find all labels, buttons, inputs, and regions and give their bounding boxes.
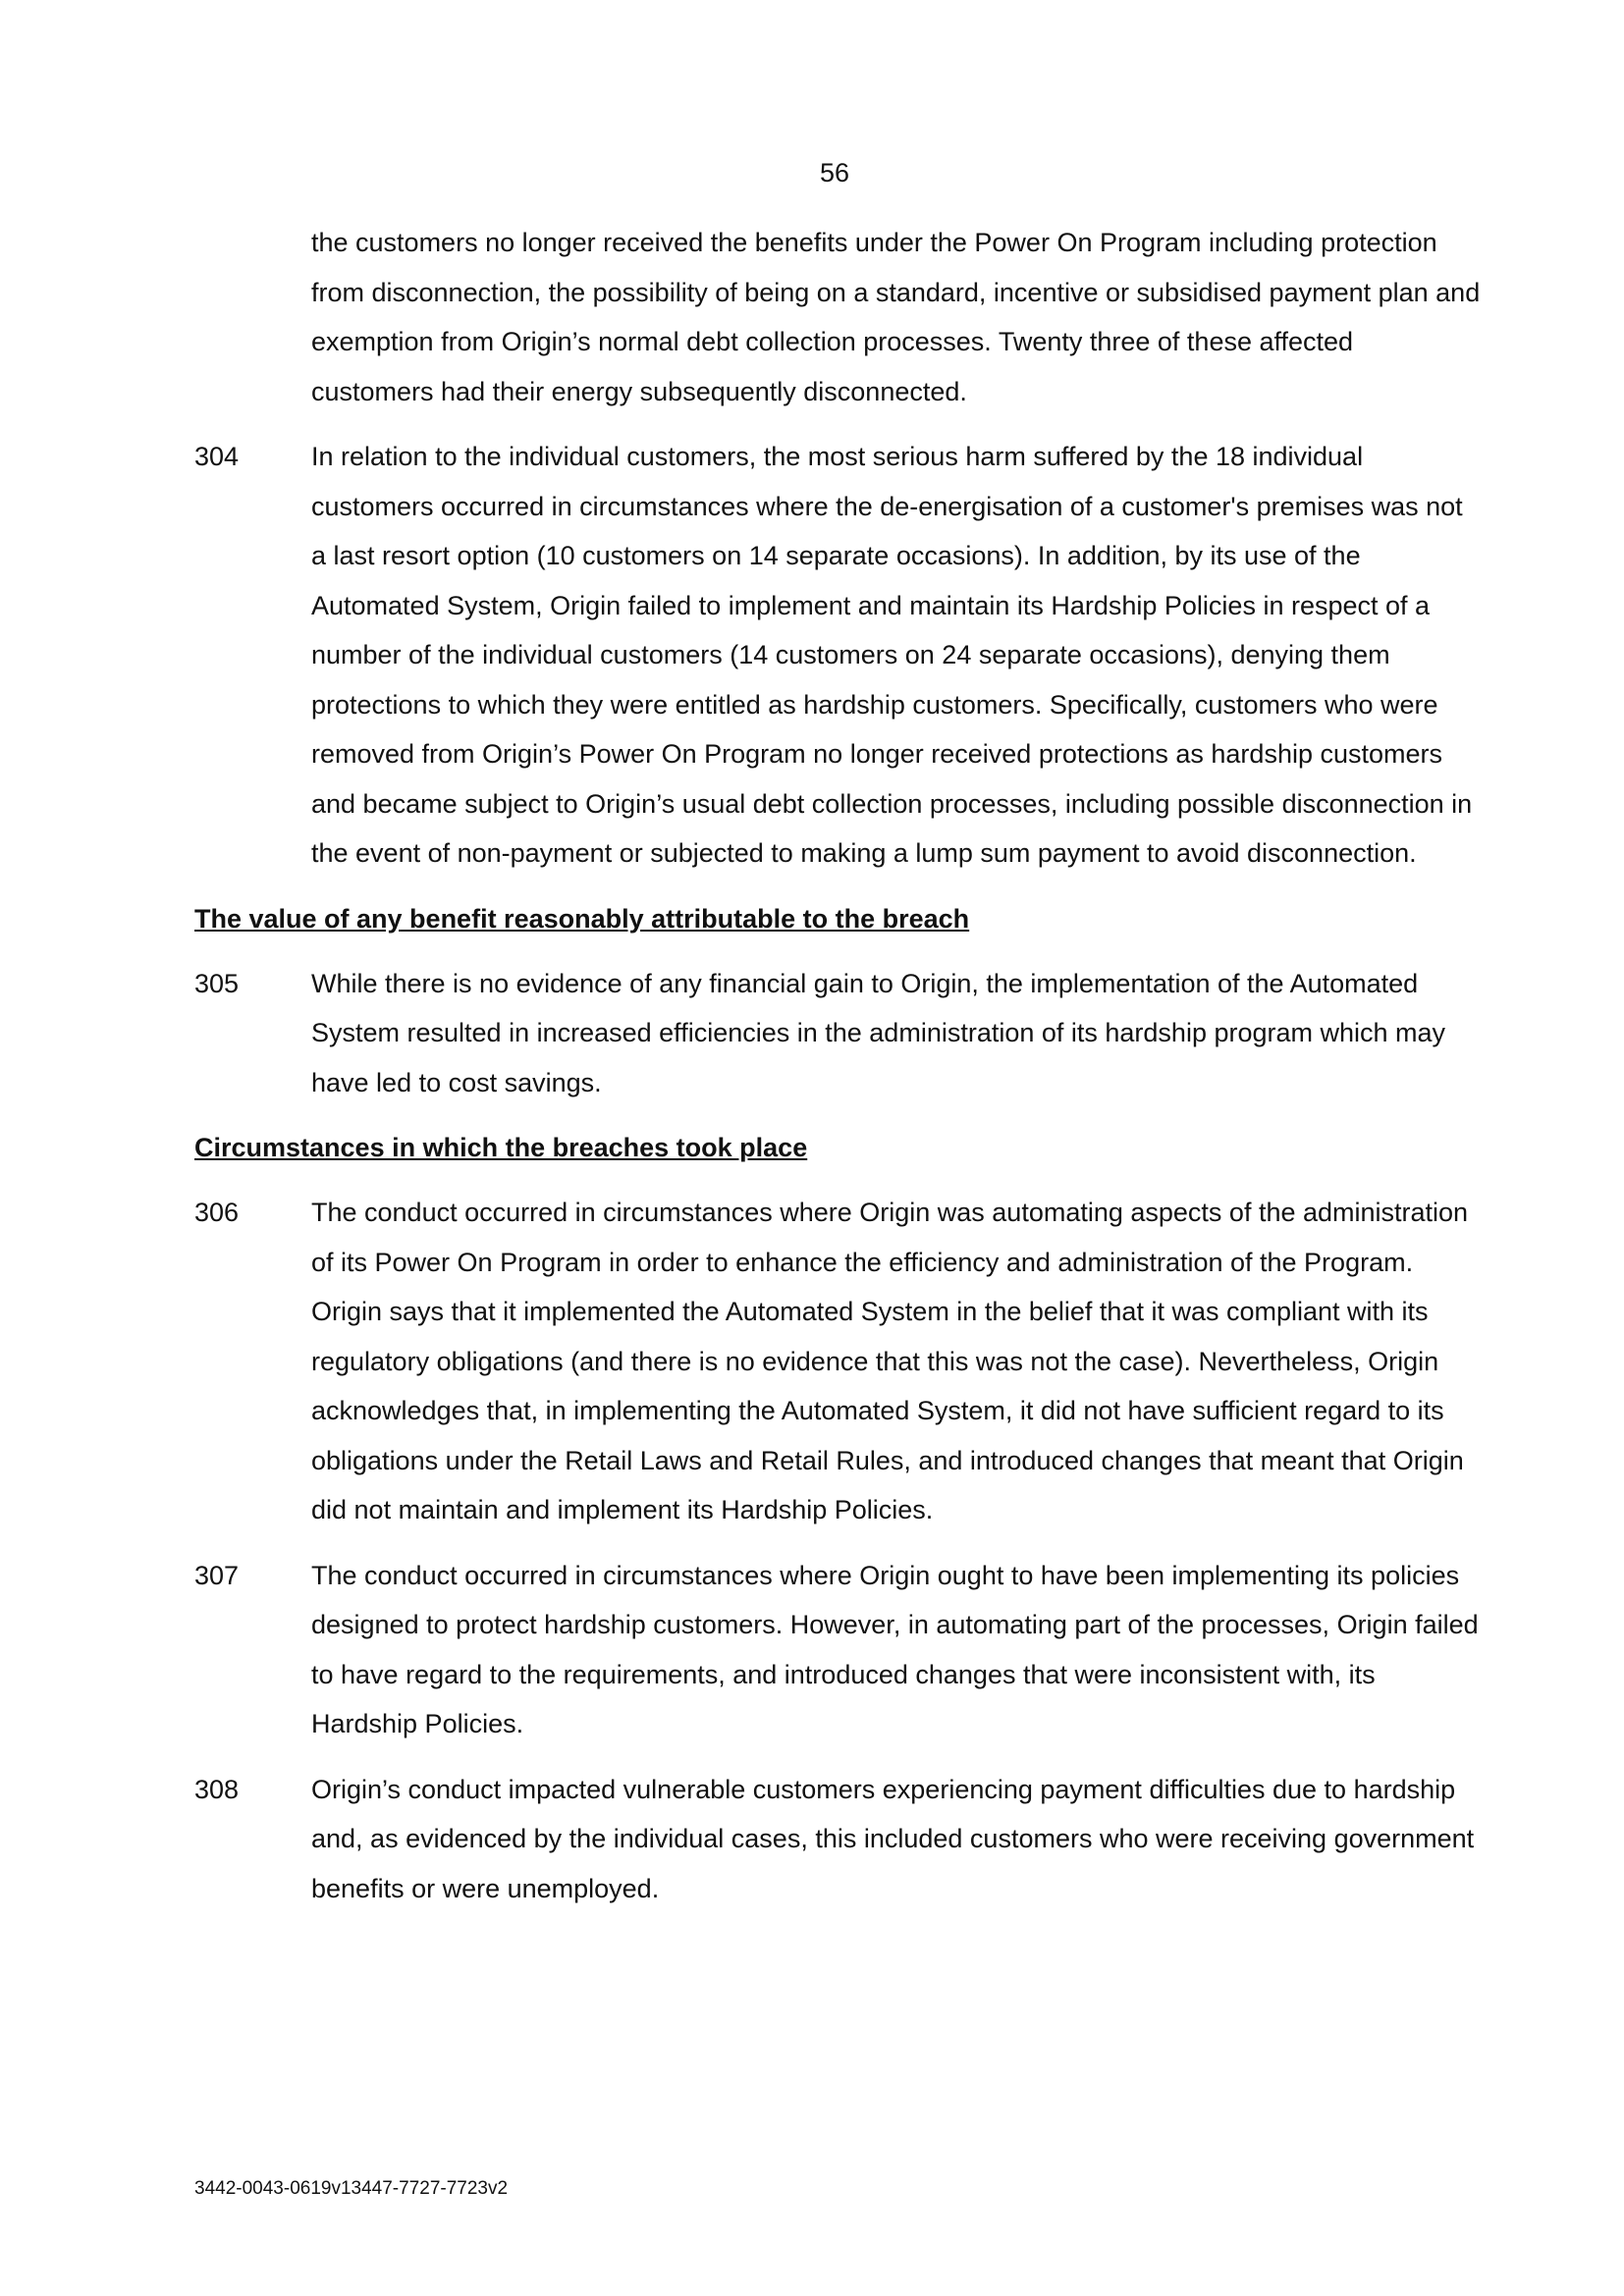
paragraph-text: While there is no evidence of any financial gain to Origin, the implementation of the Automated System resulted in increased efficiencies in the administration of its hardship program which may have led to cost savings. <box>311 968 1446 1097</box>
section-heading-circumstances: Circumstances in which the breaches took place <box>194 1133 808 1162</box>
paragraph-number: 306 <box>194 1198 240 1227</box>
paragraph-text: Origin’s conduct impacted vulnerable customers experiencing payment difficulties due to hardship and, as evidenced by the individual cases, this included customers who were receiving government benefits or were unemployed. <box>311 1774 1475 1903</box>
paragraph-number: 305 <box>194 968 240 998</box>
paragraph-308 <box>194 1765 1481 1914</box>
page-number: 56 <box>819 158 850 187</box>
continuation-paragraph <box>194 218 1481 416</box>
paragraph-306 <box>194 1188 1481 1535</box>
paragraph-number: 304 <box>194 442 240 471</box>
paragraph-number: 308 <box>194 1774 240 1804</box>
paragraph-number: 307 <box>194 1560 240 1590</box>
paragraph-304 <box>194 432 1481 879</box>
paragraph-307 <box>194 1551 1481 1749</box>
paragraph-text: the customers no longer received the benefits under the Power On Program including protection from disconnection, the possibility of being on a standard, incentive or subsidised payment plan and exemption from Origin’s normal debt collection processes. Twenty three of these affected customers had their energy subsequently disconnected. <box>311 228 1481 406</box>
paragraph-text: The conduct occurred in circumstances where Origin ought to have been implementing its policies designed to protect hardship customers. However, in automating part of the processes, Origin failed to have regard to the requirements, and introduced changes that were inconsistent with, its Hardship Policies. <box>311 1560 1479 1738</box>
document-reference-footer: 3442-0043-0619v13447-7727-7723v2 <box>194 2178 509 2199</box>
section-heading-benefit: The value of any benefit reasonably attributable to the breach <box>194 903 970 934</box>
paragraph-text: In relation to the individual customers, the most serious harm suffered by the 18 individual customers occurred in circumstances where the de-energisation of a customer's premises was not a last resort option (10 customers on 14 separate occasions). In addition, by its use of the Automated System, Origin failed to implement and maintain its Hardship Policies in respect of a number of the individual customers (14 customers on 24 separate occasions), denying them protections to which they were entitled as hardship customers. Specifically, customers who were removed from Origin’s Power On Program no longer received protections as hardship customers and became subject to Origin’s usual debt collection processes, including possible disconnection in the event of non-payment or subjected to making a lump sum payment to avoid disconnection. <box>311 442 1473 868</box>
paragraph-text: The conduct occurred in circumstances where Origin was automating aspects of the administration of its Power On Program in order to enhance the efficiency and administration of the Program. Origin says that it implemented the Automated System in the belief that it was compliant with its regulatory obligations (and there is no evidence that this was not the case). Nevertheless, Origin acknowledges that, in implementing the Automated System, it did not have sufficient regard to its obligations under the Retail Laws and Retail Rules, and introduced changes that meant that Origin did not maintain and implement its Hardship Policies. <box>311 1198 1469 1524</box>
paragraph-305 <box>194 959 1481 1108</box>
document-body <box>194 218 1481 1929</box>
